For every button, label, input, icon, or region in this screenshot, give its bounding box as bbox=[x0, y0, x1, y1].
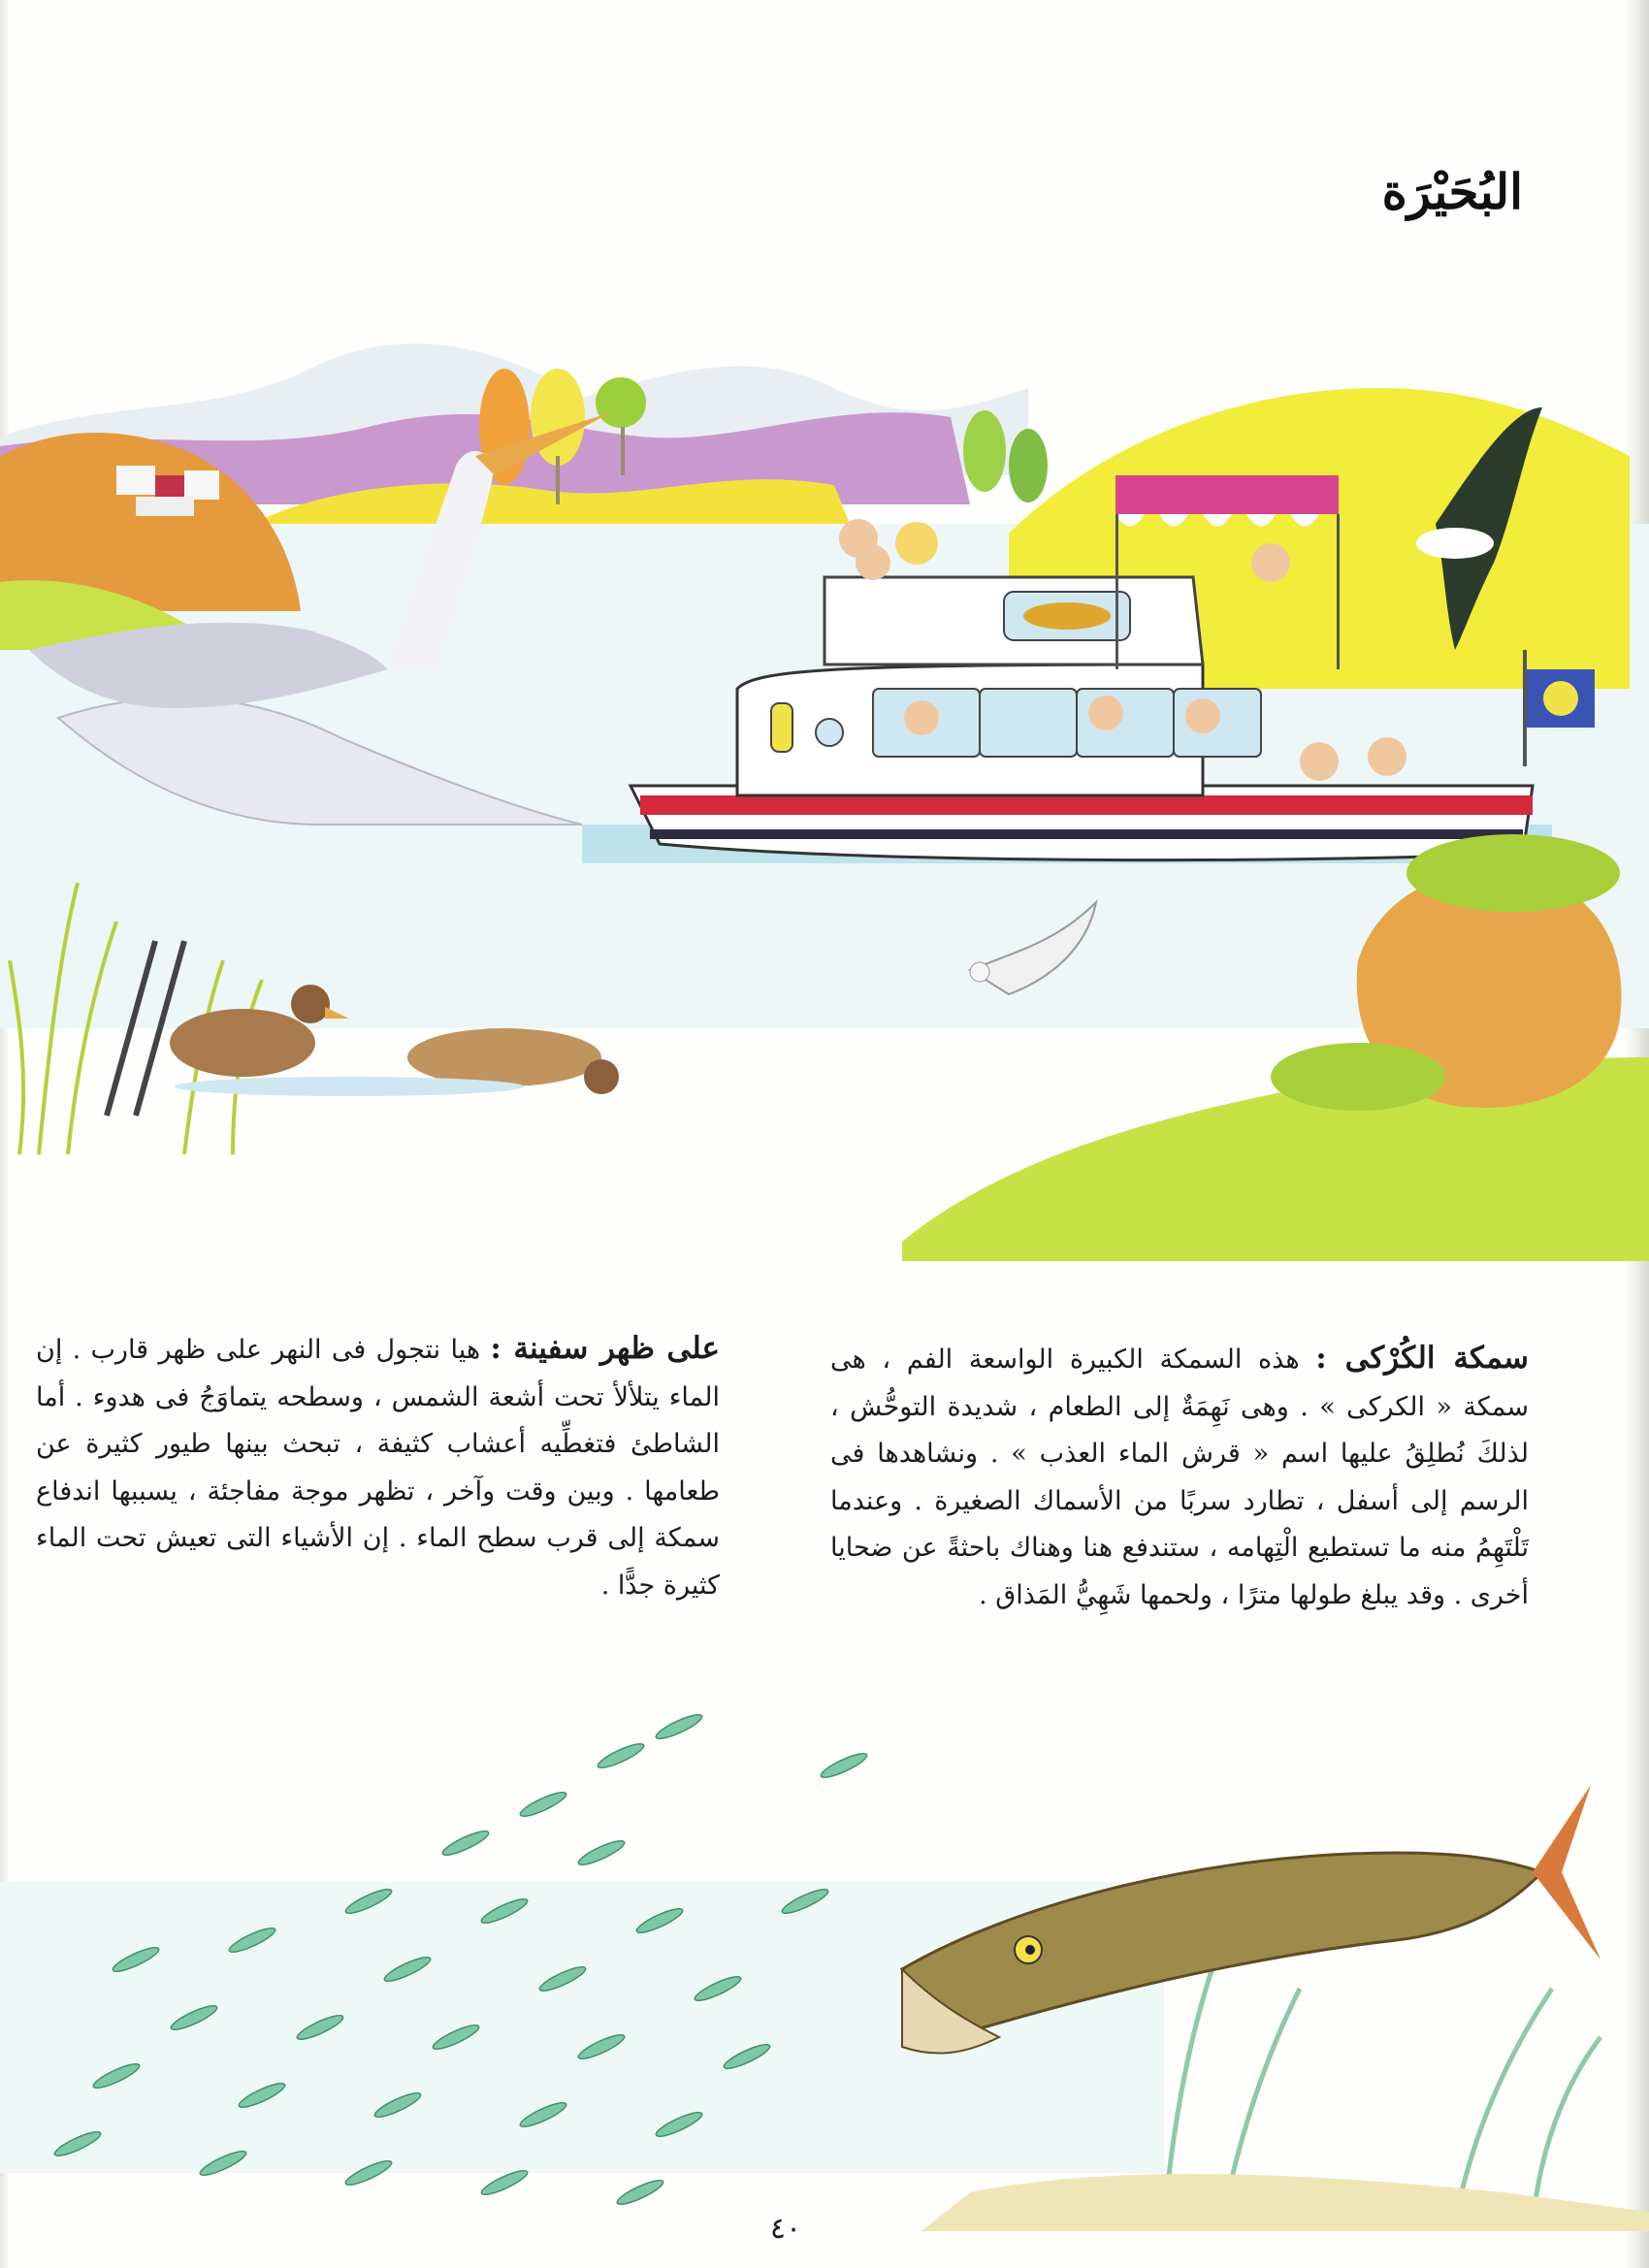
page-title: البُحَيْرَة bbox=[1381, 163, 1523, 220]
boat-heading: على ظهر سفينة : bbox=[490, 1331, 720, 1366]
pike-paragraph bbox=[830, 1335, 1529, 1619]
boat-paragraph bbox=[36, 1325, 720, 1609]
pike-heading: سمكة الكُرْكى : bbox=[1315, 1341, 1529, 1376]
underwater-illustration bbox=[0, 1707, 1649, 2231]
lake-illustration bbox=[0, 281, 1649, 1290]
page-number: ٤٠ bbox=[769, 2212, 802, 2246]
pike-body: هذه السمكة الكبيرة الواسعة الفم ، هى سمكة « الكركى » . وهى نَهِمَةٌ إلى الطعام ، شديدة التوحُّش ، لذلكَ نُطلِقُ عليها اسم « قرش الماء العذب » . ونشاهدها فى الرسم إلى أسفل ، تطارد سربًا من الأسماك الصغيرة . وعندما تَلْتَهِمُ منه ما تستطيع الْتِهامه ، ستندفع هنا وهناك باحثةً عن ضحايا أخرى . وقد يبلغ طولها مترًا ، ولحمها شَهِيُّ المَذاق . bbox=[830, 1345, 1529, 1610]
boat-body: هيا نتجول فى النهر على ظهر قارب . إن الماء يتلألأ تحت أشعة الشمس ، وسطحه يتماوَجُ فى هدوء . أما الشاطئ فتغطِّيه أعشاب كثيفة ، تبحث بينها طيور كثيرة عن طعامها . وبين وقت وآخر ، تظهر موجة مفاجئة ، يسببها اندفاع سمكة إلى قرب سطح الماء . إن الأشياء التى تعيش تحت الماء كثيرة جدًّا . bbox=[36, 1335, 720, 1601]
pike-fish bbox=[902, 1785, 1600, 2054]
